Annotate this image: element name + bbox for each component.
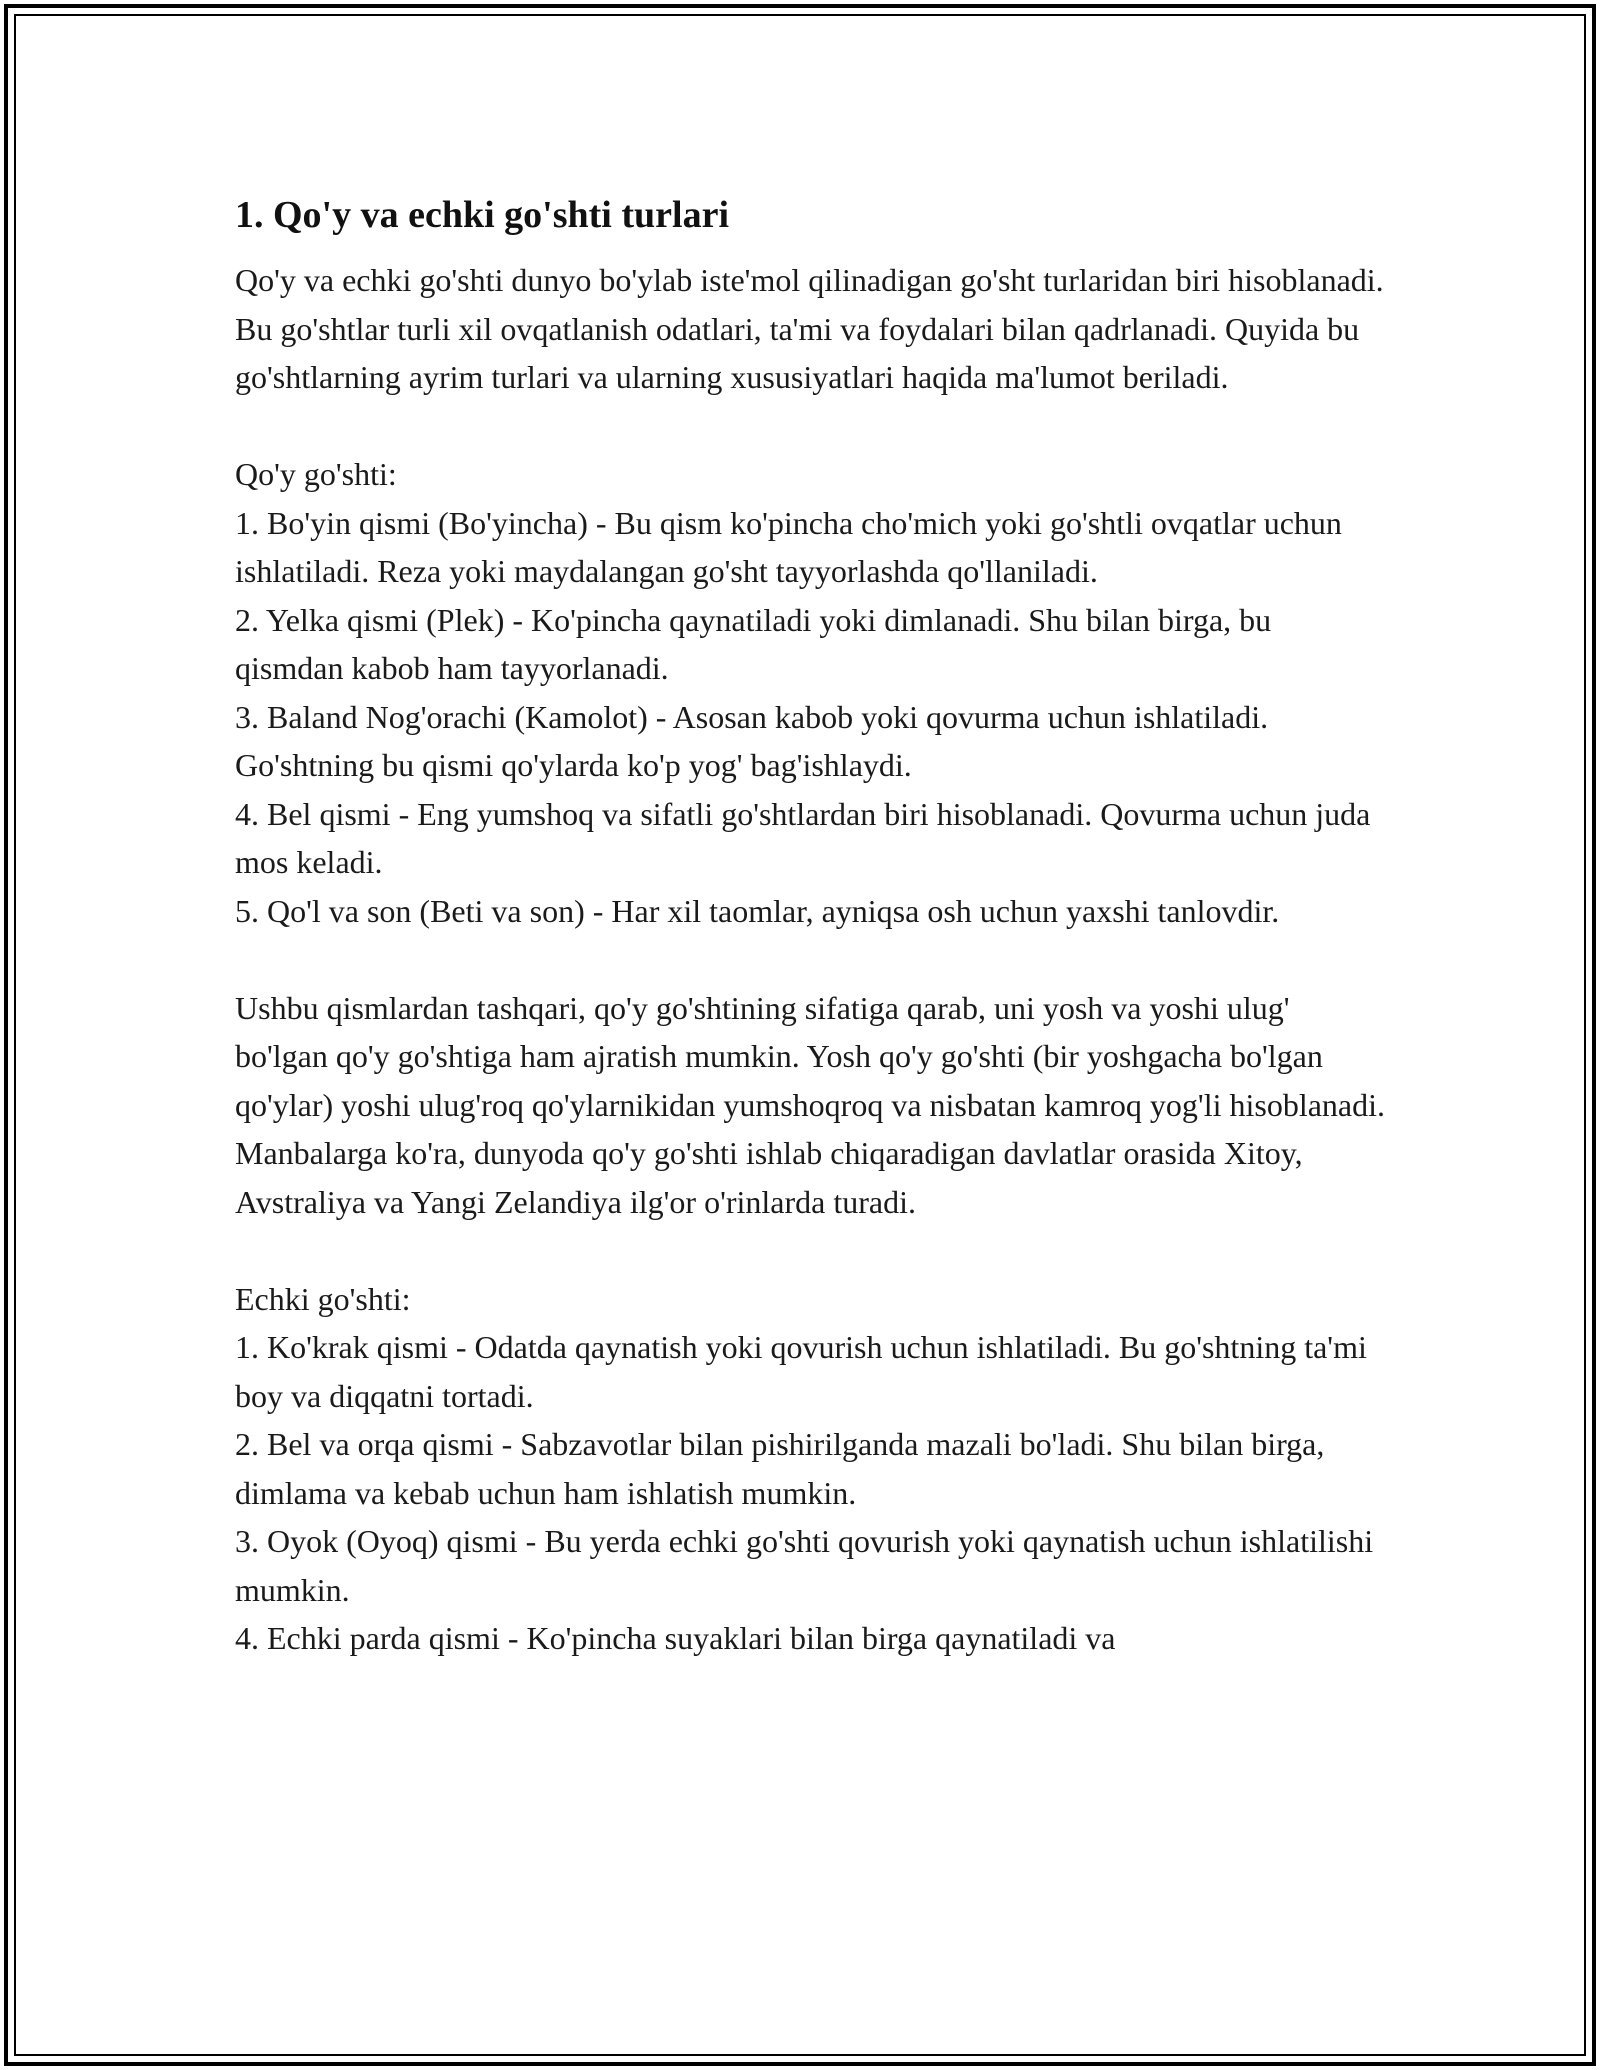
sheep-section: [235, 450, 1385, 935]
paragraph-gap: [235, 402, 1385, 451]
goat-title: Echki go'shti:: [235, 1280, 411, 1317]
goat-item-1: 1. Ko'krak qismi - Odatda qaynatish yoki qovurish uchun ishlatiladi. Bu go'shtning ta'mi boy va diqqatni tortadi.: [235, 1329, 1367, 1414]
sheep-title: Qo'y go'shti:: [235, 456, 397, 492]
goat-item-2: 2. Bel va orqa qismi - Sabzavotlar bilan pishirilganda mazali bo'ladi. Shu bilan birga, dimlama va kebab uchun ham ishlatish mumkin.: [235, 1426, 1325, 1511]
goat-item-3: 3. Oyok (Oyoq) qismi - Bu yerda echki go'shti qovurish yoki qaynatish uchun ishlatilishi mumkin.: [235, 1523, 1374, 1608]
paragraph-gap: [235, 935, 1385, 984]
section-heading: 1. Qo'y va echki go'shti turlari: [235, 194, 729, 236]
sheep-item-5: 5. Qo'l va son (Beti va son) - Har xil taomlar, ayniqsa osh uchun yaxshi tanlovdir.: [235, 892, 1280, 929]
goat-item-4: 4. Echki parda qismi - Ko'pincha suyaklari bilan birga qaynatiladi va: [235, 1620, 1116, 1656]
goat-section: [235, 1275, 1385, 1663]
sheep-item-1: 1. Bo'yin qismi (Bo'yincha) - Bu qism ko'pincha cho'mich yoki go'shtli ovqatlar uchun ishlatiladi. Reza yoki maydalangan go'sht tayyorlashda qo'llaniladi.: [235, 504, 1342, 589]
sheep-item-4: 4. Bel qismi - Eng yumshoq va sifatli go'shtlardan biri hisoblanadi. Qovurma uchun juda mos keladi.: [235, 795, 1371, 880]
sheep-note-paragraph: Ushbu qismlardan tashqari, qo'y go'shtining sifatiga qarab, uni yosh va yoshi ulug' bo'lgan qo'y go'shtiga ham ajratish mumkin. Yosh qo'y go'shti (bir yoshgacha bo'lgan qo'ylar) yoshi ulug'roq qo'ylarnikidan yumshoqroq va nisbatan kamroq yog'li hisoblanadi. Manbalarga ko'ra, dunyoda qo'y go'shti ishlab chiqaradigan davlatlar orasida Xitoy, Avstraliya va Yangi Zelandiya ilg'or o'rinlarda turadi.: [235, 989, 1385, 1220]
document-body: [235, 188, 1385, 1663]
sheep-item-2: 2. Yelka qismi (Plek) - Ko'pincha qaynatiladi yoki dimlanadi. Shu bilan birga, bu qismdan kabob ham tayyorlanadi.: [235, 601, 1272, 686]
sheep-item-3: 3. Baland Nog'orachi (Kamolot) - Asosan kabob yoki qovurma uchun ishlatiladi. Go'shtning bu qismi qo'ylarda ko'p yog' bag'ishlaydi.: [235, 698, 1269, 783]
intro-paragraph: Qo'y va echki go'shti dunyo bo'ylab iste'mol qilinadigan go'sht turlaridan biri hisoblanadi. Bu go'shtlar turli xil ovqatlanish odatlari, ta'mi va foydalari bilan qadrlanadi. Quyida bu go'shtlarning ayrim turlari va ularning xususiyatlari haqida ma'lumot beriladi.: [235, 262, 1384, 395]
paragraph-gap: [235, 1226, 1385, 1275]
